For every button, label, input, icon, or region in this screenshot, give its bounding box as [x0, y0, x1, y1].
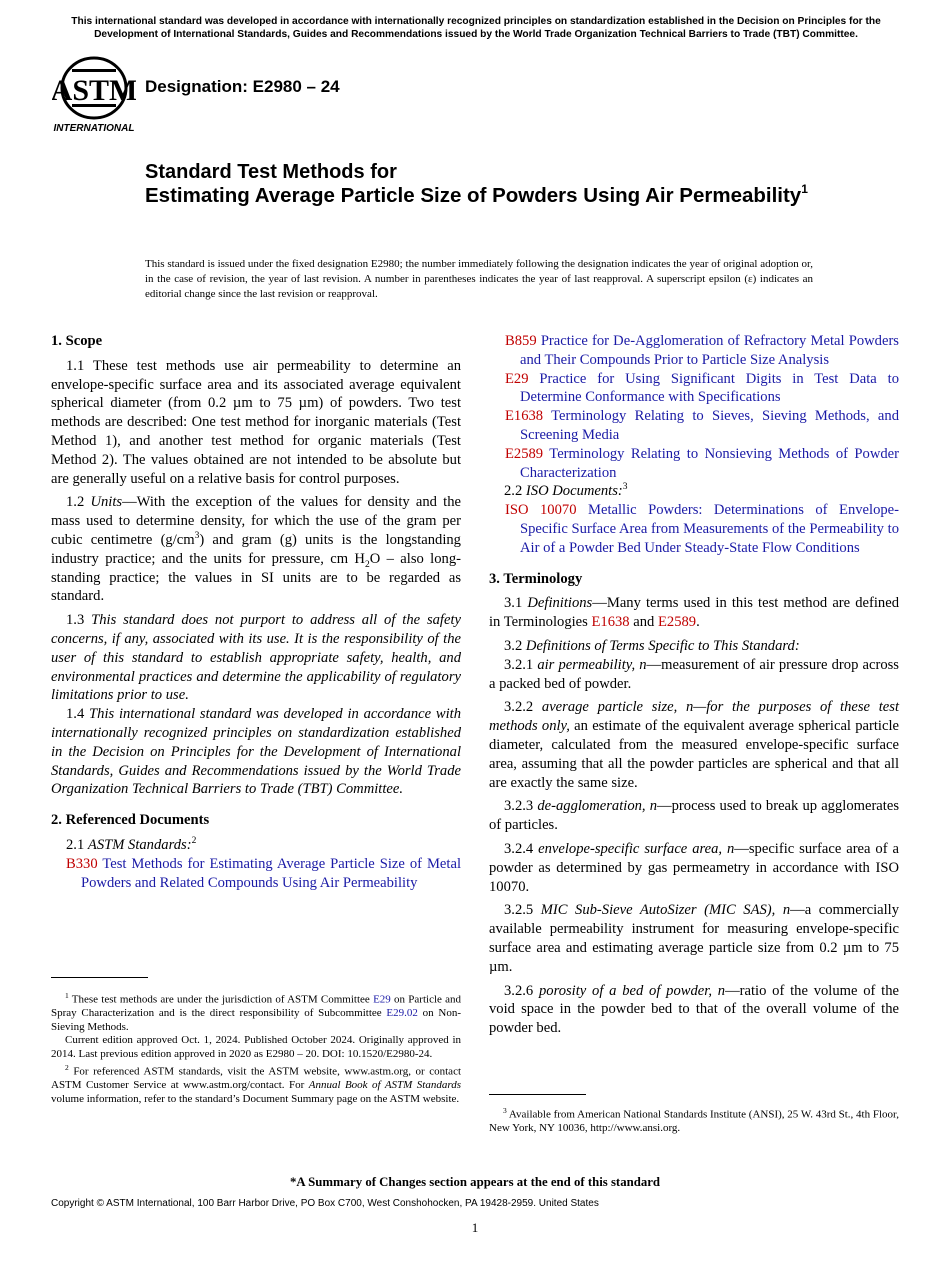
reference-title[interactable]: Practice for De-Agglomeration of Refractory Metal Powders and Their Compounds Prior to Particle Size Analysis — [520, 333, 899, 368]
para-number: 1.3 — [66, 612, 85, 629]
para-label: ISO Documents: — [525, 483, 623, 500]
superscript: 2 — [191, 836, 197, 847]
spacer — [51, 799, 461, 811]
reference-code[interactable]: E1638 — [505, 408, 544, 425]
term-name: air permeability, n — [537, 656, 647, 673]
reference-code[interactable]: ISO 10070 — [505, 502, 577, 519]
scope-1-1: 1.1 These test methods use air permeability to determine an envelope-specific surface area and its associated average equivalent spherical diameter (from 0.2 µm to 75 µm) of powders. Two test methods are described: One test method for inorganic materials (Test Method 1), and another test method for organic materials (Test Method 2). The values obtained are not intended to be absolute but are generally useful on a relative basis for control purposes. — [51, 357, 461, 487]
right-column — [489, 332, 899, 1043]
para-label: Units — [90, 494, 123, 511]
term-definition — [489, 901, 899, 976]
para-number: 3.2 — [504, 637, 523, 654]
reference-title[interactable]: Terminology Relating to Sieves, Sieving Methods, and Screening Media — [520, 408, 899, 443]
issuance-note: This standard is issued under the fixed designation E2980; the number immediately following the designation indicates the year of original adoption or, in the case of revision, the year of last revision. A number in parentheses indicates the year of last reapproval. A superscript epsilon (ε) indicates an editorial change since the last revision or reapproval. — [145, 258, 813, 300]
footnote-rule-left — [51, 977, 148, 978]
footnote-text: volume information, refer to the standard’s Document Summary page on the ASTM website. — [51, 1092, 460, 1105]
para-text: —Many terms used in this test method are defined in Terminologies — [489, 595, 899, 631]
term-number: 3.2.3 — [504, 798, 534, 815]
term-definition — [489, 656, 899, 694]
term-name: porosity of a bed of powder, n — [538, 982, 726, 999]
term-number: 3.2.1 — [504, 656, 534, 673]
reference-title[interactable]: Metallic Powders: Determinations of Envelope-Specific Surface Area from Measurements of the Permeability to Air of a Powder Bed Under Steady-State Flow Conditions — [520, 502, 900, 556]
terminology-link[interactable]: E2589 — [657, 614, 697, 631]
reference-title[interactable]: Practice for Using Significant Digits in Test Data to Determine Conformance with Specifications — [520, 370, 899, 406]
title-line-2 — [145, 184, 825, 208]
para-number: 1.4 — [66, 706, 85, 723]
para-label: Definitions — [527, 595, 593, 612]
para-number: 3.1 — [504, 595, 523, 612]
title-line-1: Standard Test Methods for — [145, 161, 397, 183]
term-definition — [489, 797, 899, 835]
astm-logo-mark — [52, 55, 136, 135]
terminology-3-1 — [489, 594, 899, 632]
iso-documents-label — [489, 482, 899, 501]
term-text: —process used to break up agglomerates of particles. — [489, 798, 900, 834]
astm-logo — [52, 55, 136, 135]
term-definition — [489, 840, 899, 896]
committee-link[interactable]: E29 — [373, 993, 391, 1006]
summary-note: *A Summary of Changes section appears at the end of this standard — [289, 1175, 661, 1189]
reference-title[interactable]: Test Methods for Estimating Average Particle Size of Metal Powders and Related Compounds Using Air Permeability — [81, 855, 461, 891]
superscript: 3 — [622, 482, 628, 493]
designation: Designation: E2980 – 24 — [145, 77, 340, 96]
left-column — [51, 332, 461, 892]
term-text: —a commercially available permeability instrument for measuring envelope-specific surface area and estimating average particle size from 0.2 µm to 75 µm. — [489, 902, 900, 975]
term-name: MIC Sub-Sieve AutoSizer (MIC SAS), n — [540, 902, 791, 919]
scope-1-4 — [51, 705, 461, 799]
footnotes-right — [489, 1104, 899, 1136]
scope-1-2 — [51, 493, 461, 606]
term-name: envelope-specific surface area, n — [538, 840, 735, 857]
reference-item[interactable] — [489, 407, 899, 445]
term-name: de-agglomeration, n — [537, 798, 658, 815]
copyright: Copyright © ASTM International, 100 Barr Harbor Drive, PO Box C700, West Conshohocken, PA 19428-2959. United States — [51, 1198, 599, 1209]
term-text: an estimate of the equivalent average spherical particle diameter, calculated from the measured envelope-specific surface area, assuming that all the powder particles are spherical and that all are exactly the same size. — [489, 718, 899, 791]
superscript: 3 — [194, 531, 200, 542]
term-number: 3.2.4 — [504, 840, 534, 857]
footnote-mark: 1 — [65, 991, 69, 1000]
footnote-2 — [51, 1061, 461, 1106]
para-text: O – also long-standing practice; the values in SI units are to be regarded as standard. — [51, 550, 461, 605]
footnote-text: These test methods are under the jurisdiction of ASTM Committee — [71, 993, 370, 1006]
section-heading-referenced: 2. Referenced Documents — [51, 812, 210, 829]
subscript: 2 — [364, 559, 370, 570]
reference-item[interactable] — [489, 501, 899, 557]
term-definition — [489, 982, 899, 1038]
document-title — [145, 160, 825, 208]
term-number: 3.2.5 — [504, 902, 534, 919]
top-notice: This international standard was developed in accordance with internationally recognized principles on standardization established in the Decision on Principles for the Development of International Standards, Guides and Recommendations issued by the World Trade Organization Technical Barriers to Trade (TBT) Committee. — [71, 16, 881, 40]
footnote-text: on Non-Sieving Methods. — [51, 1007, 462, 1033]
term-definition — [489, 698, 899, 792]
reference-code[interactable]: E29 — [505, 370, 529, 387]
reference-item[interactable] — [489, 332, 899, 370]
terminology-link[interactable]: E1638 — [591, 614, 630, 631]
scope-1-3 — [51, 611, 461, 705]
reference-title[interactable]: Terminology Relating to Nonsieving Methods of Powder Characterization — [520, 445, 900, 481]
footnote-mark: 3 — [503, 1106, 507, 1115]
para-text: This international standard was developed in accordance with internationally recognized principles on standardization established in the Decision on Principles for the Development of International Standards, Guides and Recommendations issued by the World Trade Organization Technical Barriers to Trade (TBT) Committee. — [51, 706, 462, 798]
footnotes-left — [51, 989, 461, 1106]
subcommittee-link[interactable]: E29.02 — [386, 1007, 418, 1020]
footnote-1 — [51, 989, 461, 1034]
title-footnote-mark: 1 — [801, 182, 808, 196]
para-text: . — [696, 614, 700, 631]
footnote-3 — [489, 1104, 899, 1136]
reference-code[interactable]: B859 — [505, 333, 537, 349]
term-text: —ratio of the volume of the void space in the powder bed to that of the overall volume of the powder bed. — [489, 982, 899, 1037]
para-number: 2.1 — [66, 836, 85, 853]
para-text: This standard does not purport to address all of the safety concerns, if any, associated with its use. It is the responsibility of the user of this standard to establish appropriate safety, health, and environmental practices and determine the applicability of regulatory limitations prior to use. — [51, 612, 461, 704]
page-number: 1 — [471, 1220, 479, 1235]
section-heading-terminology: 3. Terminology — [489, 570, 583, 587]
footnote-italic: Annual Book of ASTM Standards — [308, 1079, 462, 1092]
para-number: 1.2 — [66, 494, 85, 511]
footnote-text: on Particle and Spray Characterization and is the direct responsibility of Subcommittee — [51, 993, 462, 1020]
para-number: 2.2 — [504, 483, 523, 500]
astm-standards-label — [51, 836, 461, 855]
para-label: Definitions of Terms Specific to This Standard: — [525, 637, 800, 654]
term-name: average particle size, n—for the purposes of these test methods only, — [489, 699, 899, 735]
footnote-text: Available from American National Standards Institute (ANSI), 25 W. 43rd St., 4th Floor, New York, NY 10036, http://www.ansi.org. — [489, 1108, 900, 1135]
footnote-edition: Current edition approved Oct. 1, 2024. Published October 2024. Originally approved in 2014. Last previous edition approved in 2020 as E2980 – 20. DOI: 10.1520/E2980-24. — [51, 1034, 461, 1060]
para-label: ASTM Standards: — [87, 836, 192, 853]
term-number: 3.2.2 — [504, 699, 534, 716]
footnote-mark: 2 — [65, 1063, 69, 1073]
para-text: and — [633, 614, 655, 631]
footnote-text: For referenced ASTM standards, visit the ASTM website, www.astm.org, or contact ASTM Customer Service at www.astm.org/contact. For — [51, 1065, 462, 1092]
reference-item[interactable] — [489, 370, 899, 408]
title-main: Estimating Average Particle Size of Powders Using Air Permeability — [145, 184, 802, 207]
reference-item[interactable] — [51, 855, 461, 893]
para-text: ) and gram (g) units is the longstanding industry practice; and the units for pressure, cm H — [51, 531, 461, 567]
spacer — [489, 558, 899, 570]
reference-item[interactable] — [489, 445, 899, 483]
reference-code[interactable]: B330 — [66, 855, 98, 872]
para-text: —With the exception of the values for density and the mass used to determine density, for which the use of the gram per cubic centimetre (g/cm — [51, 494, 461, 548]
footnote-rule-right — [489, 1094, 586, 1095]
term-text: —specific surface area of a powder as determined by gas permeametry in accordance with ISO 10070. — [489, 840, 899, 895]
logo-letters: ASTM — [52, 74, 136, 107]
terminology-3-2 — [489, 637, 899, 656]
term-text: —measurement of air pressure drop across a packed bed of powder. — [489, 656, 899, 692]
section-heading-scope: 1. Scope — [51, 333, 103, 349]
logo-word: INTERNATIONAL — [53, 123, 135, 134]
term-number: 3.2.6 — [504, 982, 534, 999]
reference-code[interactable]: E2589 — [505, 445, 544, 462]
